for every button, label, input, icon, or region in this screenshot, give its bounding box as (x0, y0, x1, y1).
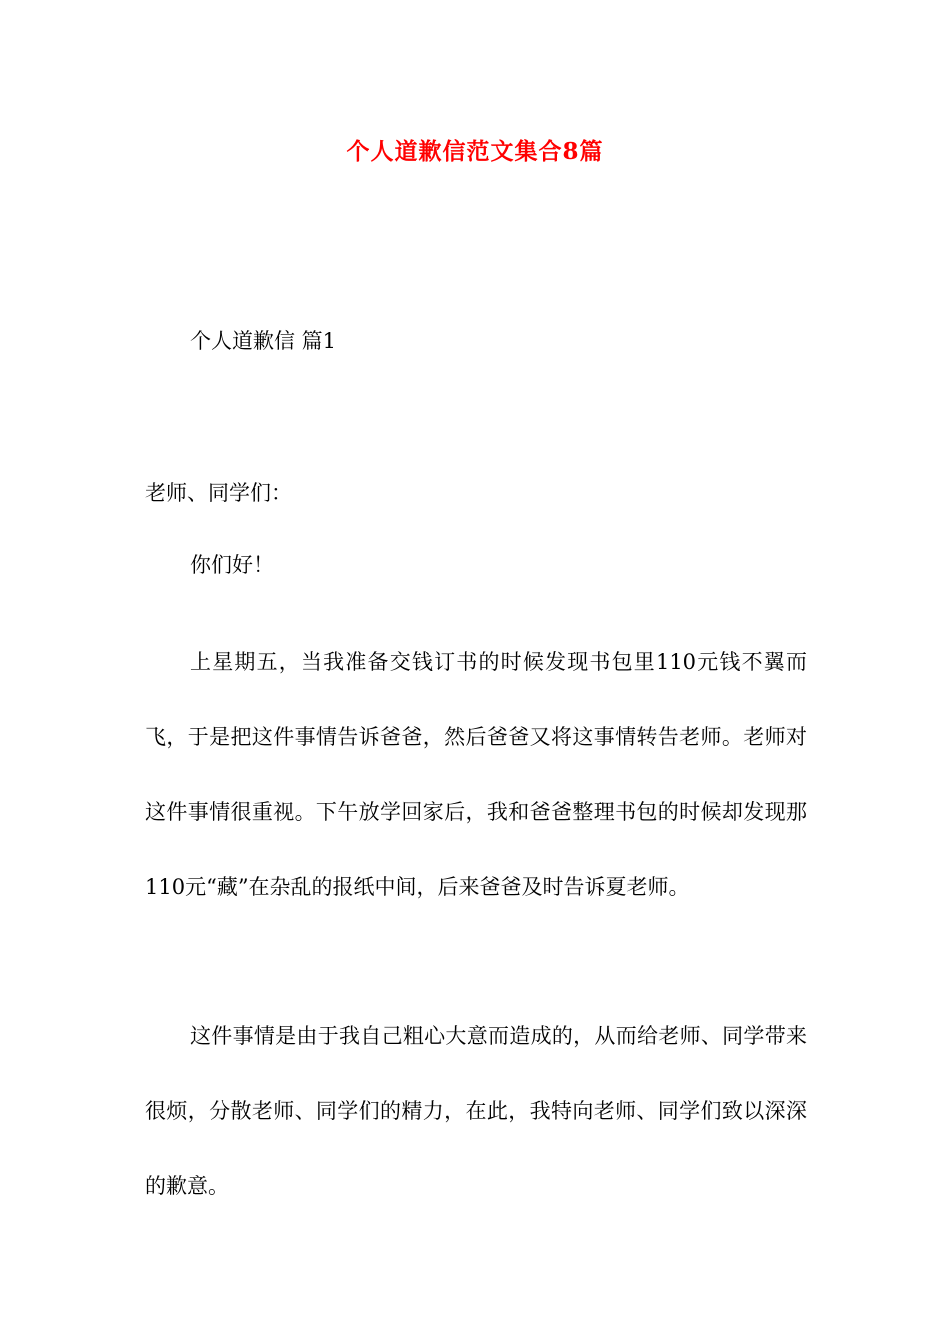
body-paragraph-2: 这件事情是由于我自己粗心大意而造成的，从而给老师、同学带来很烦，分散老师、同学们的精力，在此，我特向老师、同学们致以深深的歉意。 (145, 1024, 807, 1198)
body-paragraph-1: 上星期五，当我准备交钱订书的时候发现书包里110元钱不翼而飞，于是把这件事情告诉爸爸，然后爸爸又将这事情转告老师。老师对这件事情很重视。下午放学回家后，我和爸爸整理书包的时候却发现那110元“藏”在杂乱的报纸中间，后来爸爸及时告诉夏老师。 (145, 650, 807, 899)
letter-heading: 个人道歉信 篇1 (190, 329, 337, 353)
letter-salutation: 老师、同学们： (145, 481, 292, 505)
document-title: 个人道歉信范文集合8篇 (346, 138, 604, 165)
letter-greeting: 你们好！ (190, 553, 274, 577)
